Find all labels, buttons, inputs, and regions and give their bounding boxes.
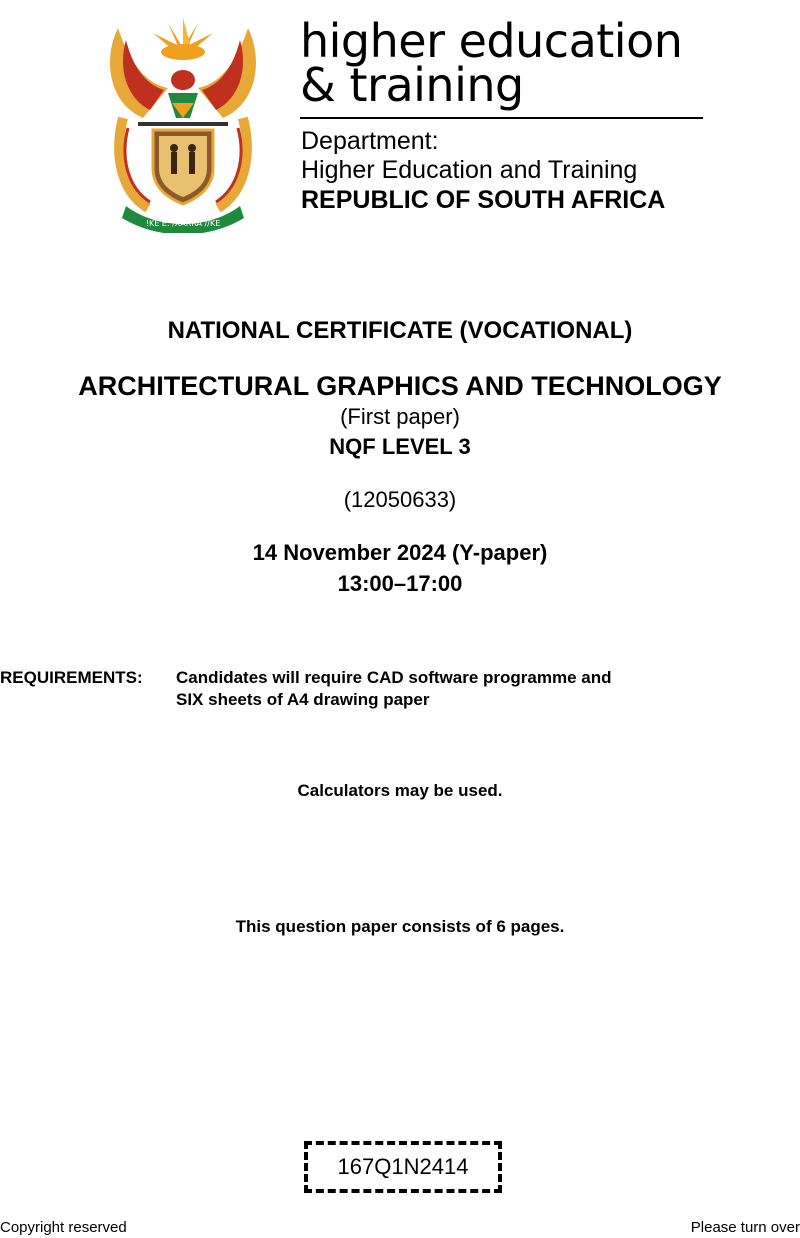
department-name: Higher Education and Training bbox=[301, 156, 638, 184]
paper-code-box: 167Q1N2414 bbox=[304, 1141, 502, 1193]
exam-date: 14 November 2024 (Y-paper) bbox=[252, 540, 548, 565]
copyright-footer: Copyright reserved bbox=[0, 1219, 127, 1236]
subject-title: ARCHITECTURAL GRAPHICS AND TECHNOLOGY bbox=[78, 371, 722, 401]
brand-divider bbox=[300, 117, 703, 119]
department-label: Department: bbox=[301, 127, 439, 155]
requirements-label: REQUIREMENTS: bbox=[0, 668, 143, 687]
calculator-note: Calculators may be used. bbox=[297, 781, 503, 800]
brand-title-line1: higher education bbox=[300, 14, 683, 68]
page-count-note: This question paper consists of 6 pages. bbox=[235, 917, 565, 936]
spear-icon bbox=[138, 122, 228, 126]
turn-over-footer: Please turn over bbox=[690, 1219, 800, 1236]
exam-time: 13:00–17:00 bbox=[337, 571, 463, 596]
coat-of-arms-logo bbox=[98, 18, 268, 233]
subject-code: (12050633) bbox=[343, 487, 457, 512]
motto-ribbon bbox=[122, 206, 244, 233]
shield-icon bbox=[153, 130, 213, 204]
svg-text:!KE E: /XARRA //KE: !KE E: /XARRA //KE bbox=[145, 219, 221, 228]
paper-number: (First paper) bbox=[340, 404, 460, 429]
requirements-line2: SIX sheets of A4 drawing paper bbox=[176, 690, 430, 709]
nqf-level: NQF LEVEL 3 bbox=[329, 434, 471, 459]
sun-icon bbox=[153, 18, 213, 60]
eagle-icon bbox=[168, 70, 198, 118]
country-name: REPUBLIC OF SOUTH AFRICA bbox=[301, 186, 666, 214]
certificate-title: NATIONAL CERTIFICATE (VOCATIONAL) bbox=[167, 317, 633, 344]
requirements-line1: Candidates will require CAD software programme and bbox=[176, 668, 612, 687]
brand-title-line2: & training bbox=[300, 58, 524, 112]
